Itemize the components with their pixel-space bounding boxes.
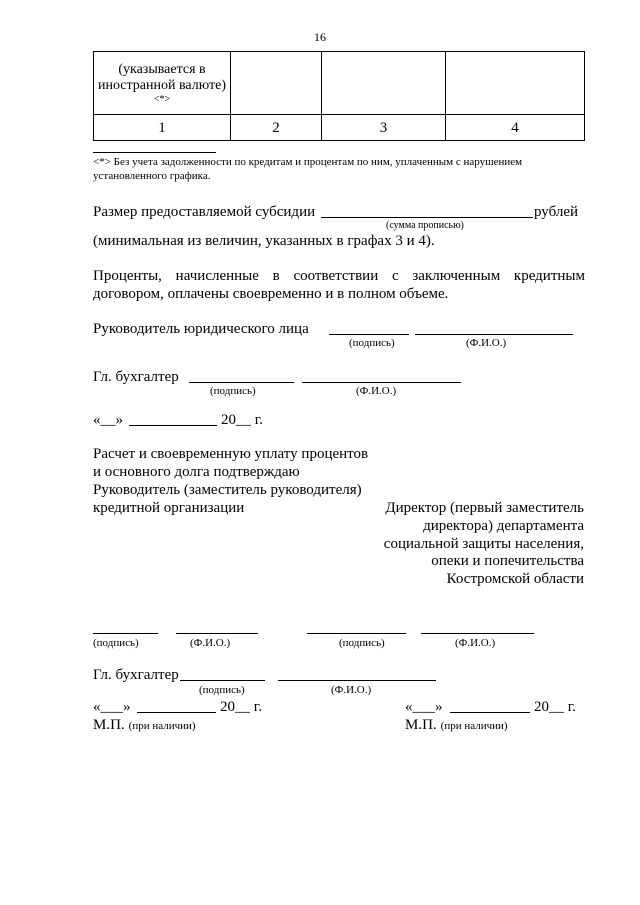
column-number: 4 <box>446 115 585 141</box>
footnote-mark: <*> <box>153 93 171 105</box>
accountant-name-hint: (Ф.И.О.) <box>356 385 397 397</box>
bank-name-line[interactable] <box>176 633 258 634</box>
head-legal-name-hint: (Ф.И.О.) <box>466 337 507 349</box>
accountant-sign-hint: (подпись) <box>210 385 256 397</box>
column-number: 1 <box>94 115 231 141</box>
confirm-line: Расчет и своевременную уплату процентов <box>93 446 369 462</box>
date-year: 20__ г. <box>221 412 263 428</box>
dept-sign-hint: (подпись) <box>339 637 385 649</box>
accountant-sign-line[interactable] <box>180 680 265 681</box>
table-cell <box>322 52 446 115</box>
footnote-line: установленного графика. <box>93 170 211 182</box>
confirm-line: кредитной организации <box>93 500 245 516</box>
director-line: директора) департамента <box>423 518 584 534</box>
table-cell <box>446 52 585 115</box>
accountant-name-line[interactable] <box>278 680 436 681</box>
subsidy-unit: рублей <box>534 204 579 220</box>
subsidy-amount-line[interactable] <box>321 217 533 218</box>
table-cell <box>231 52 322 115</box>
head-legal-sign-line[interactable] <box>329 334 409 335</box>
date-day: «__» <box>93 412 123 428</box>
footnote <box>93 155 593 183</box>
stamp-mark <box>93 716 196 734</box>
subsidy-table <box>93 51 585 141</box>
date-year: 20__ г. <box>534 699 576 715</box>
director-line: опеки и попечительства <box>431 553 584 569</box>
accountant-sign-hint: (подпись) <box>199 684 245 696</box>
date-month-line[interactable] <box>129 425 217 426</box>
dept-name-line[interactable] <box>421 633 534 634</box>
table-row <box>94 52 585 115</box>
accountant-label: Гл. бухгалтер <box>93 369 179 385</box>
date-month-line[interactable] <box>137 712 216 713</box>
accountant-sign-line[interactable] <box>189 382 294 383</box>
table-cell <box>94 52 231 115</box>
currency-label: (указывается в иностранной валюте) <box>97 61 227 93</box>
interest-line: Проценты, начисленные в соответствии с заключенным кредитным <box>93 268 585 284</box>
table-row <box>94 115 585 141</box>
confirm-line: Руководитель (заместитель руководителя) <box>93 482 362 498</box>
stamp-hint: (при наличии) <box>128 720 196 732</box>
head-legal-label: Руководитель юридического лица <box>93 321 309 337</box>
dept-name-hint: (Ф.И.О.) <box>455 637 496 649</box>
column-number: 3 <box>322 115 446 141</box>
bank-name-hint: (Ф.И.О.) <box>190 637 231 649</box>
page-number: 16 <box>314 30 326 44</box>
dept-sign-line[interactable] <box>307 633 406 634</box>
subsidy-hint: (сумма прописью) <box>386 220 464 231</box>
date-year: 20__ г. <box>220 699 262 715</box>
column-number: 2 <box>231 115 322 141</box>
director-line: социальной защиты населения, <box>383 536 584 552</box>
director-line: Директор (первый заместитель <box>385 500 584 516</box>
stamp-label: М.П. <box>93 717 125 733</box>
footnote-divider <box>93 152 216 153</box>
subsidy-note: (минимальная из величин, указанных в графах 3 и 4). <box>93 233 435 249</box>
interest-line: договором, оплачены своевременно и в полном объеме. <box>93 286 449 302</box>
confirm-line: и основного долга подтверждаю <box>93 464 300 480</box>
date-day: «___» <box>405 699 443 715</box>
subsidy-label: Размер предоставляемой субсидии <box>93 204 316 220</box>
accountant-name-line[interactable] <box>302 382 461 383</box>
stamp-label: М.П. <box>405 717 437 733</box>
date-month-line[interactable] <box>450 712 530 713</box>
accountant-name-hint: (Ф.И.О.) <box>331 684 372 696</box>
head-legal-sign-hint: (подпись) <box>349 337 395 349</box>
date-day: «___» <box>93 699 131 715</box>
accountant-label: Гл. бухгалтер <box>93 667 179 683</box>
stamp-hint: (при наличии) <box>440 720 508 732</box>
director-line: Костромской области <box>446 571 584 587</box>
head-legal-name-line[interactable] <box>415 334 573 335</box>
bank-sign-hint: (подпись) <box>93 637 139 649</box>
bank-sign-line[interactable] <box>93 633 158 634</box>
footnote-line: <*> Без учета задолженности по кредитам и процентам по ним, уплаченным с нарушением <box>93 156 523 168</box>
stamp-mark <box>405 716 508 734</box>
